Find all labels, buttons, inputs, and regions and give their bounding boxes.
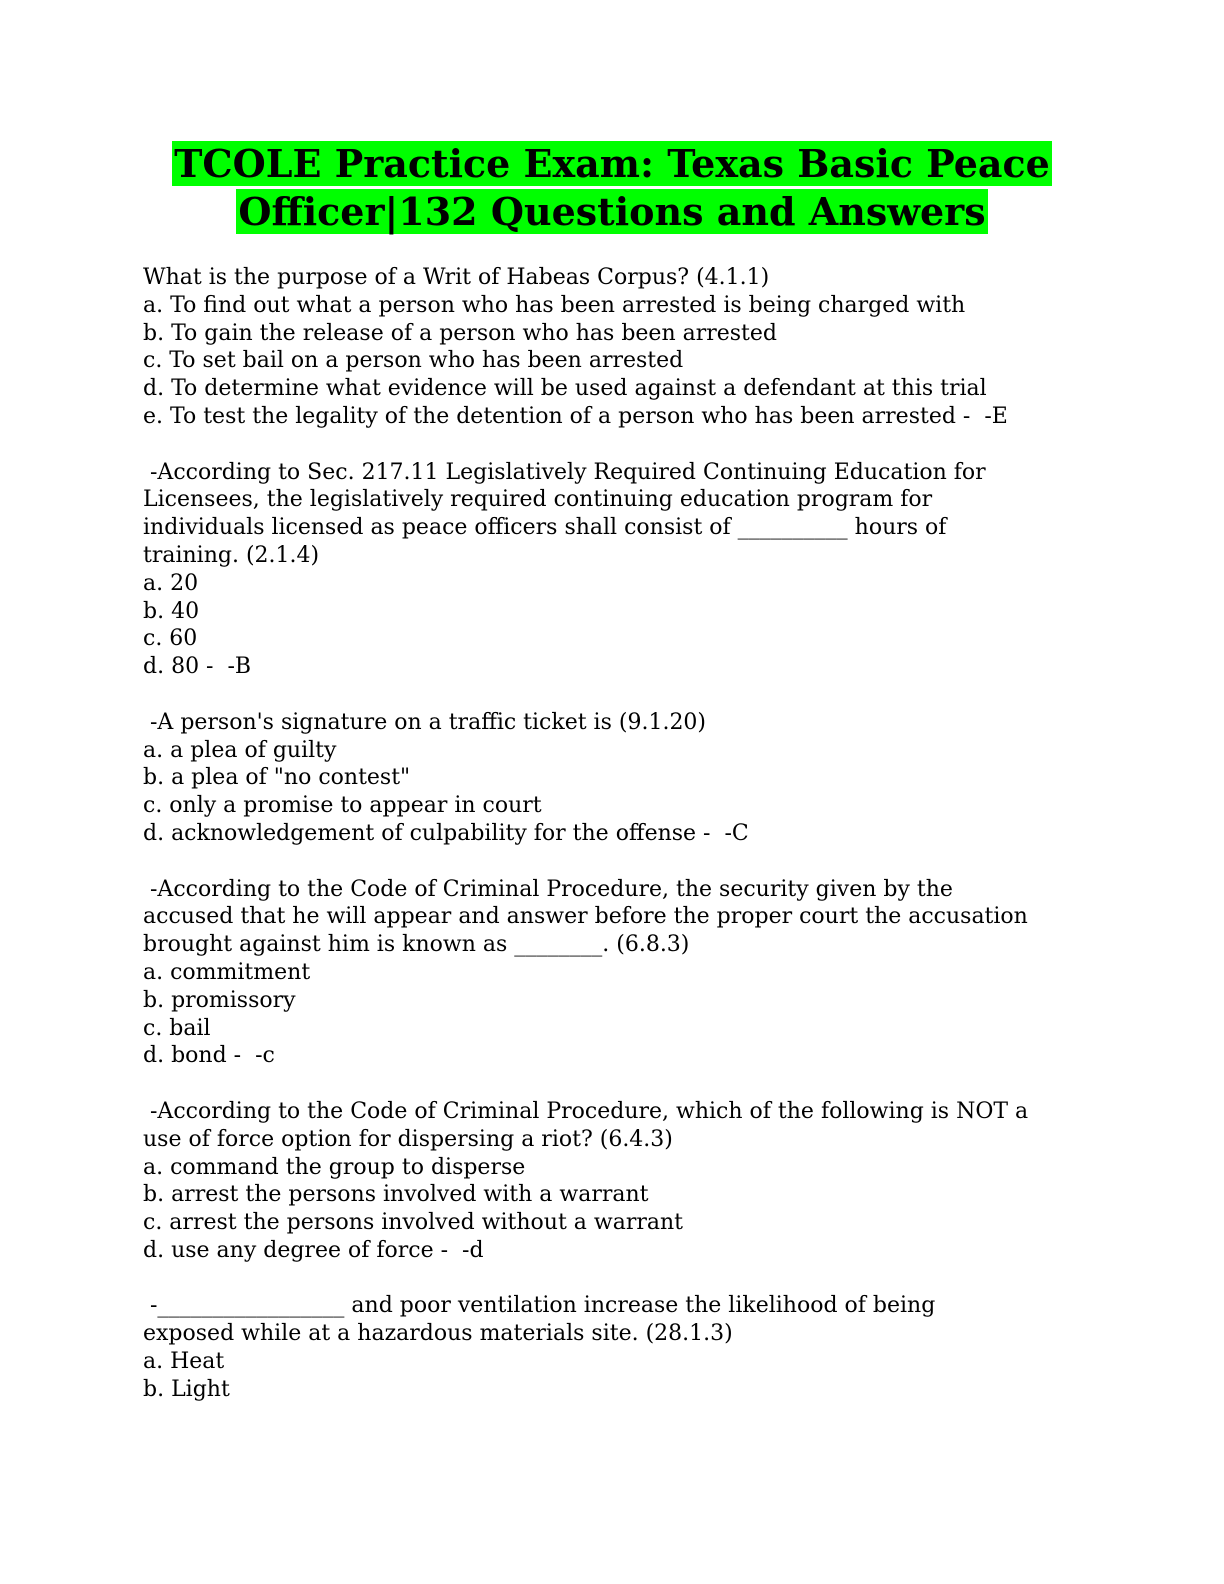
question-line: c. bail <box>143 1015 211 1041</box>
question-line: b. 40 <box>143 598 200 624</box>
question-block <box>143 1292 1103 1403</box>
title-line-1: TCOLE Practice Exam: Texas Basic Peace <box>174 141 1050 186</box>
question-line: Licensees, the legislatively required continuing education program for <box>143 487 933 513</box>
question-text: What is the purpose of a Writ of Habeas Corpus? (4.1.1) <box>143 265 770 290</box>
question-line: d. To determine what evidence will be used against a defendant at this trial <box>143 376 987 402</box>
question-text: -_________________ and poor ventilation increase the likelihood of being <box>143 1293 936 1319</box>
question-line: c. To set bail on a person who has been arrested <box>143 348 684 374</box>
question-line: a. To find out what a person who has been arrested is being charged with <box>143 292 966 318</box>
question-line: b. Light <box>143 1376 230 1402</box>
question-line: d. acknowledgement of culpability for the offense - -C <box>143 820 749 846</box>
question-line: brought against him is known as ________. (6.8.3) <box>143 932 690 958</box>
question-line: d. bond - -c <box>143 1043 275 1069</box>
question-line: a. 20 <box>143 570 199 596</box>
question-line: c. 60 <box>143 626 198 652</box>
question-line: a. commitment <box>143 959 311 985</box>
question-line: b. a plea of "no contest" <box>143 765 411 791</box>
question-line: d. 80 - -B <box>143 654 252 680</box>
question-line: b. To gain the release of a person who has been arrested <box>143 320 778 346</box>
question-line: b. arrest the persons involved with a warrant <box>143 1182 649 1208</box>
question-line: c. arrest the persons involved without a warrant <box>143 1210 684 1236</box>
question-line: accused that he will appear and answer before the proper court the accusation <box>143 904 1028 930</box>
question-text: -According to Sec. 217.11 Legislatively Required Continuing Education for <box>143 459 986 485</box>
question-text: -A person's signature on a traffic ticket is (9.1.20) <box>143 709 707 735</box>
document-title <box>0 140 1224 236</box>
question-text: -According to the Code of Criminal Procedure, the security given by the <box>143 876 953 902</box>
question-line: a. a plea of guilty <box>143 737 337 763</box>
question-block <box>143 1098 1103 1265</box>
question-line: c. only a promise to appear in court <box>143 793 542 819</box>
question-line: a. command the group to disperse <box>143 1154 526 1180</box>
question-line: b. promissory <box>143 987 296 1013</box>
question-line: exposed while at a hazardous materials site. (28.1.3) <box>143 1321 733 1347</box>
question-line: d. use any degree of force - -d <box>143 1237 484 1263</box>
question-line: a. Heat <box>143 1349 225 1375</box>
question-line: use of force option for dispersing a riot? (6.4.3) <box>143 1126 673 1152</box>
question-block <box>143 459 1103 681</box>
question-line: training. (2.1.4) <box>143 542 320 568</box>
question-block <box>143 709 1103 848</box>
question-line: individuals licensed as peace officers shall consist of __________ hours of <box>143 515 947 541</box>
question-text: -According to the Code of Criminal Procedure, which of the following is NOT a <box>143 1098 1029 1124</box>
question-block <box>143 876 1103 1071</box>
title-line-2: Officer|132 Questions and Answers <box>238 189 986 234</box>
question-line: e. To test the legality of the detention of a person who has been arrested - -E <box>143 403 1008 429</box>
question-block <box>143 264 1103 431</box>
question-list <box>143 264 1103 1431</box>
